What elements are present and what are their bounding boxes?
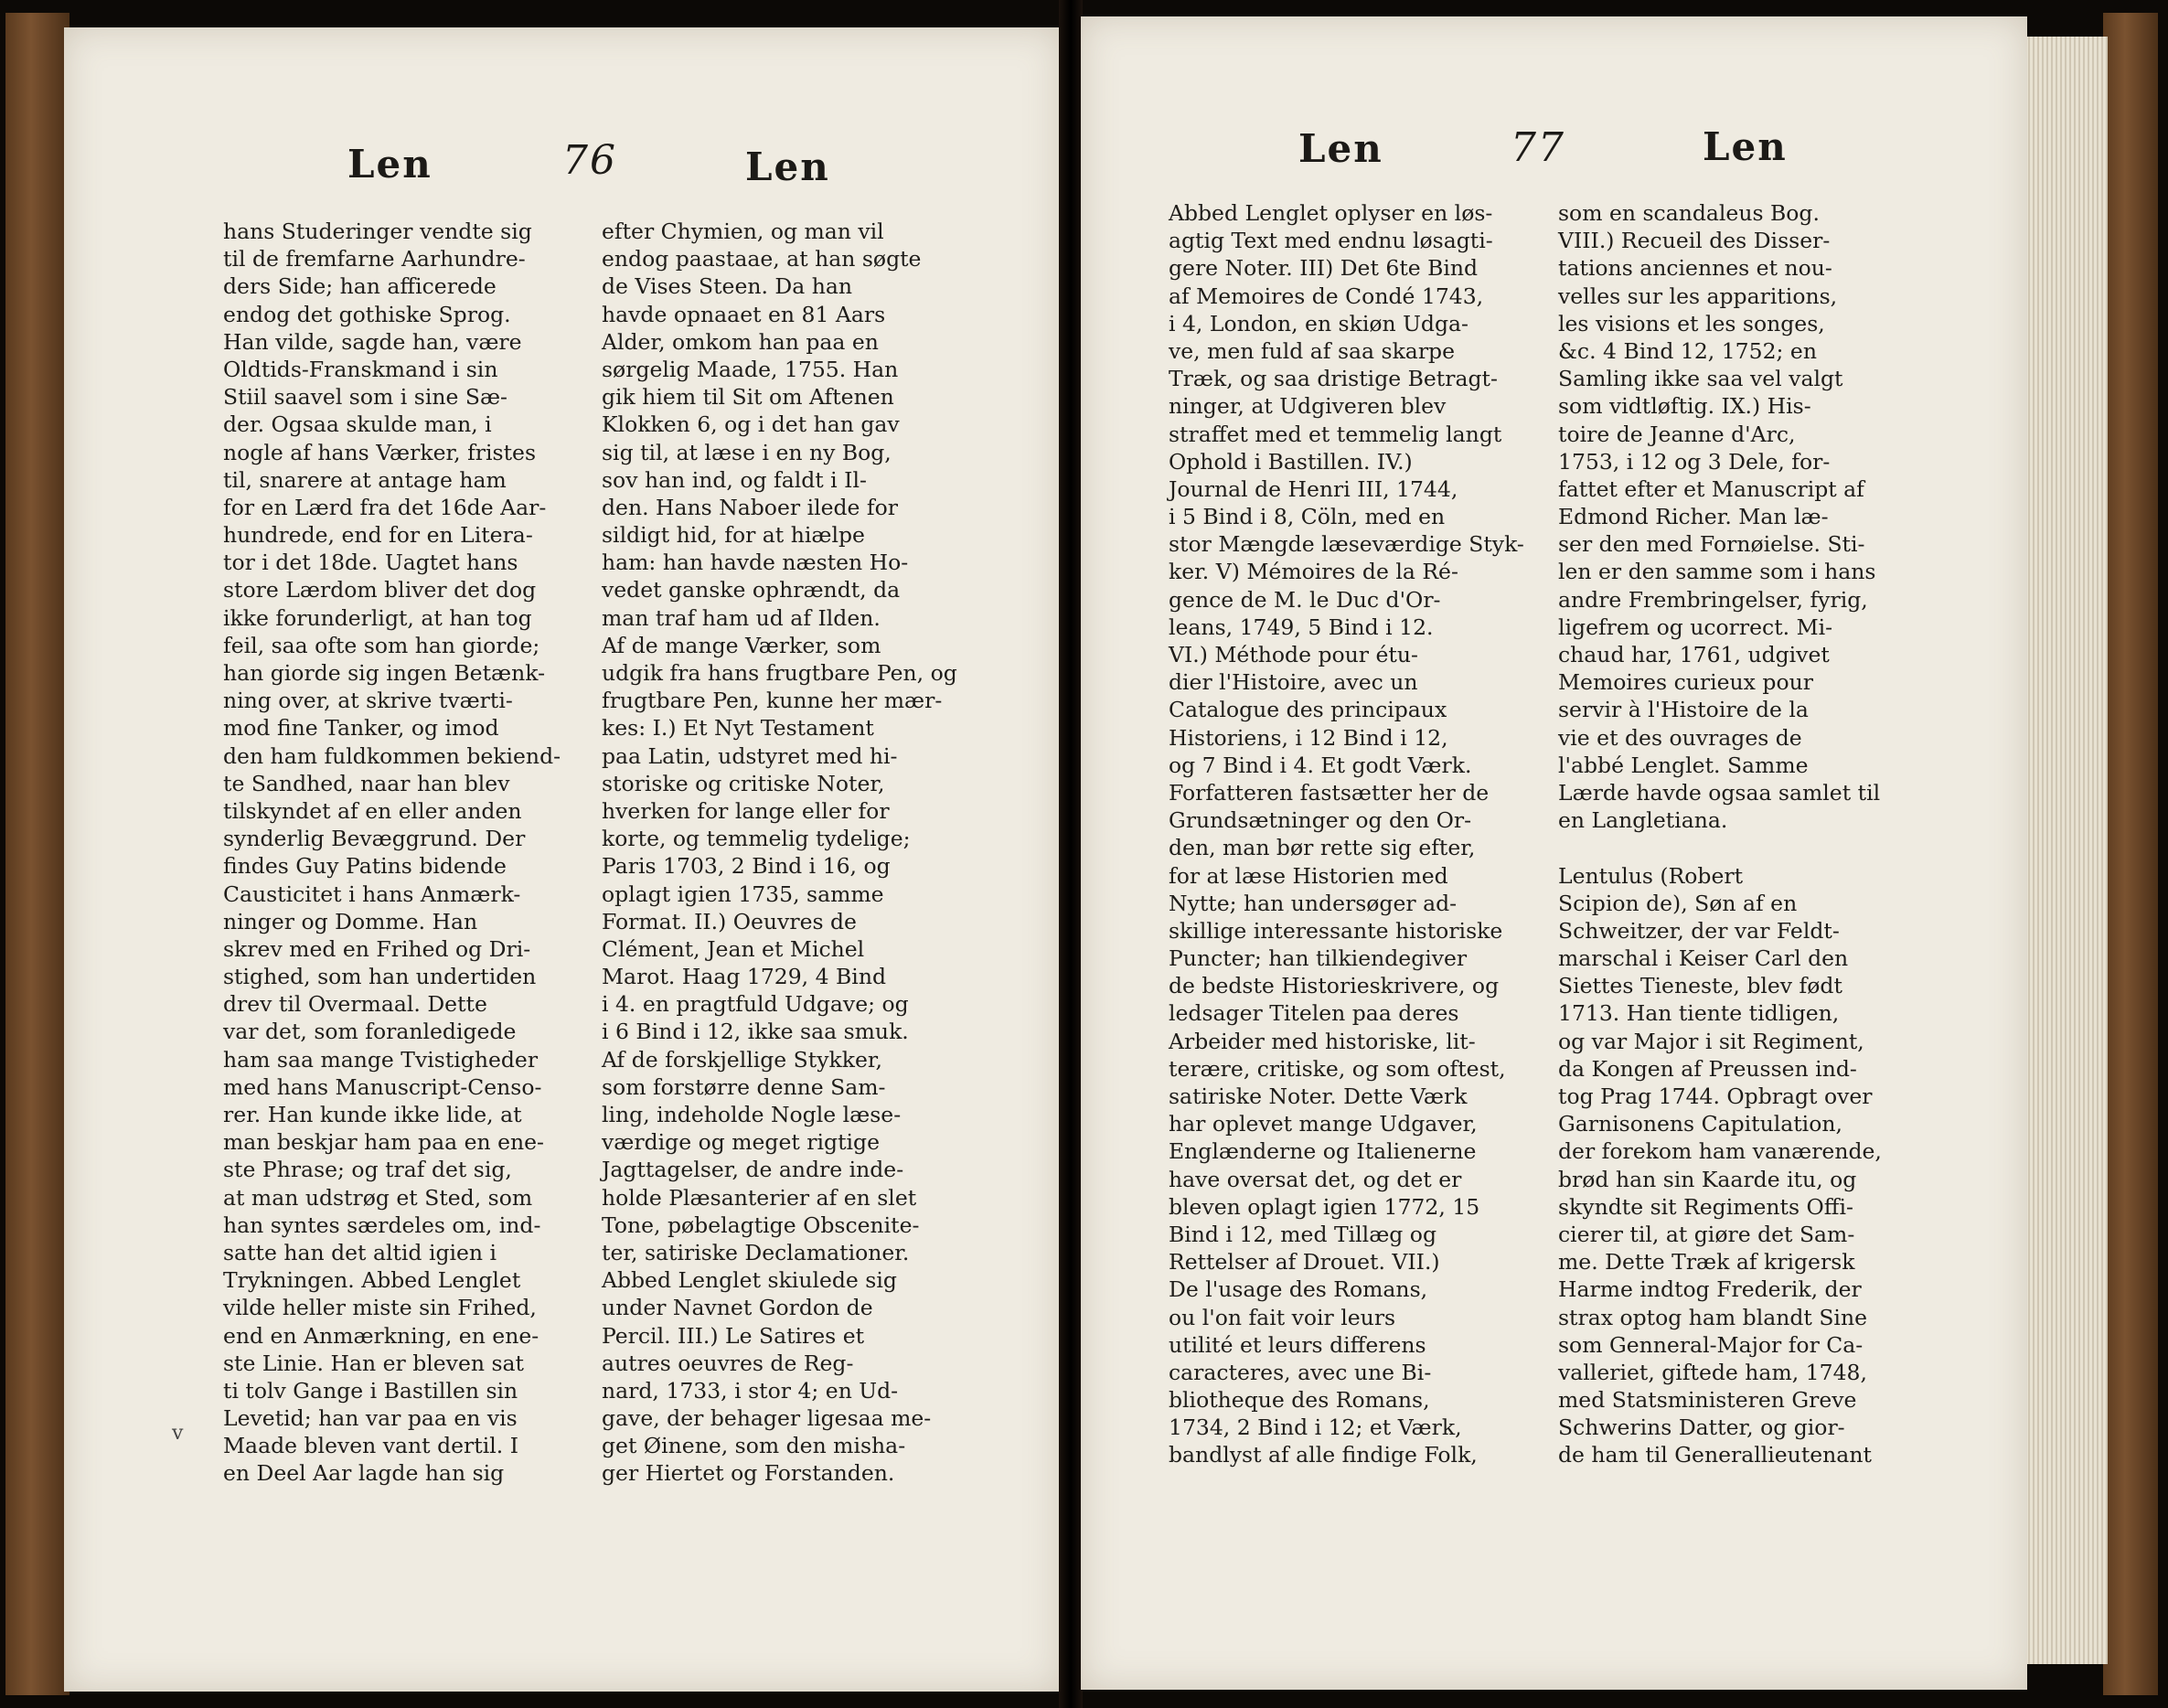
text-line: strax optog ham blandt Sine	[1558, 1304, 1867, 1330]
text-line: brød han sin Kaarde itu, og	[1558, 1166, 1857, 1192]
text-line: Rettelser af Drouet. VII.)	[1169, 1249, 1440, 1276]
text-line: Abbed Lenglet skiulede sig	[602, 1267, 897, 1294]
right-page-column-1	[1169, 199, 1580, 1469]
text-line: satte han det altid igien i	[223, 1239, 497, 1265]
text-line: synderlig Bevæggrund. Der	[223, 826, 526, 852]
text-line: har oplevet mange Udgaver,	[1169, 1111, 1478, 1137]
text-line: satiriske Noter. Dette Værk	[1169, 1084, 1468, 1109]
text-line: af Memoires de Condé 1743,	[1169, 283, 1484, 309]
text-line: Han vilde, sagde han, være	[223, 328, 522, 355]
text-line: Scipion de), Søn af en	[1558, 890, 1798, 916]
text-line: stighed, som han undertiden	[223, 964, 537, 990]
text-line: Schwerins Datter, og gior-	[1558, 1414, 1845, 1441]
text-line: holde Plæsanterier af en slet	[602, 1184, 917, 1211]
text-line: med hans Manuscript-Censo-	[223, 1073, 542, 1100]
text-line: andre Frembringelser, fyrig,	[1558, 586, 1868, 613]
text-line: der forekom ham vanærende,	[1558, 1138, 1882, 1165]
text-line: ou l'on fait voir leurs	[1169, 1304, 1396, 1330]
text-line: marschal i Keiser Carl den	[1558, 945, 1849, 972]
text-line: ger Hiertet og Forstanden.	[602, 1460, 895, 1487]
text-line: og var Major i sit Regiment,	[1558, 1028, 1864, 1054]
text-line: skillige interessante historiske	[1169, 917, 1503, 944]
text-line: den, man bør rette sig efter,	[1169, 835, 1476, 861]
left-header-term-left: Len	[347, 142, 433, 187]
text-line: en Langletiana.	[1558, 807, 1728, 834]
text-line: skrev med en Frihed og Dri-	[223, 935, 531, 962]
text-line: de ham til Generallieutenant	[1558, 1442, 1872, 1468]
text-line: som en scandaleus Bog.	[1558, 200, 1820, 226]
text-line: de bedste Historieskrivere, og	[1169, 973, 1500, 999]
text-line: Bind i 12, med Tillæg og	[1169, 1221, 1436, 1247]
text-line: Abbed Lenglet oplyser en løs-	[1169, 200, 1493, 226]
right-header-term-right: Len	[1703, 124, 1788, 169]
text-line: ham: han havde næsten Ho-	[602, 550, 909, 576]
text-line: som Genneral-Major for Ca-	[1558, 1331, 1864, 1358]
text-line: gere Noter. III) Det 6te Bind	[1169, 255, 1479, 282]
text-line: agtig Text med endnu løsagti-	[1169, 228, 1493, 254]
text-line: en Deel Aar lagde han sig	[223, 1460, 505, 1487]
text-line: gence de M. le Duc d'Or-	[1169, 586, 1441, 613]
text-line: den. Hans Naboer ilede for	[602, 494, 899, 520]
text-line: fattet efter et Manuscript af	[1558, 475, 1864, 502]
text-line: Af de mange Værker, som	[602, 632, 881, 658]
text-line: den ham fuldkommen bekiend-	[223, 742, 561, 769]
text-line: servir à l'Histoire de la	[1558, 697, 1809, 723]
text-line: at man udstrøg et Sted, som	[223, 1184, 533, 1211]
text-line: Garnisonens Capitulation,	[1558, 1111, 1842, 1137]
text-line: De l'usage des Romans,	[1169, 1276, 1428, 1303]
text-line: i 6 Bind i 12, ikke saa smuk.	[602, 1019, 909, 1045]
text-line: tor i det 18de. Uagtet hans	[223, 550, 518, 576]
text-line: Causticitet i hans Anmærk-	[223, 881, 521, 907]
text-line: Trykningen. Abbed Lenglet	[223, 1267, 521, 1294]
text-line: han syntes særdeles om, ind-	[223, 1212, 541, 1238]
text-line: toire de Jeanne d'Arc,	[1558, 421, 1796, 447]
text-line: chaud har, 1761, udgivet	[1558, 642, 1830, 667]
text-line: ledsager Titelen paa deres	[1169, 1000, 1459, 1027]
text-line: skyndte sit Regiments Offi-	[1558, 1193, 1853, 1220]
text-line: velles sur les apparitions,	[1558, 283, 1838, 309]
text-line: dier l'Histoire, avec un	[1169, 669, 1418, 696]
text-line: Oldtids-Franskmand i sin	[223, 356, 498, 382]
text-line: terære, critiske, og som oftest,	[1169, 1055, 1506, 1082]
text-line: Englænderne og Italienerne	[1169, 1138, 1477, 1165]
text-line: ter, satiriske Declamationer.	[602, 1239, 910, 1265]
text-line: Maade bleven vant dertil. I	[223, 1433, 518, 1459]
text-line: til de fremfarne Aarhundre-	[223, 246, 526, 272]
text-line: Journal de Henri III, 1744,	[1169, 475, 1458, 502]
text-line: valleriet, giftede ham, 1748,	[1558, 1359, 1867, 1385]
text-line: ninger, at Udgiveren blev	[1169, 393, 1447, 420]
text-line: endog det gothiske Sprog.	[223, 301, 511, 327]
text-line: Catalogue des principaux	[1169, 697, 1447, 723]
text-line: sildigt hid, for at hiælpe	[602, 522, 865, 549]
text-line: Nytte; han undersøger ad-	[1169, 890, 1458, 916]
right-page-number: 77	[1511, 124, 1565, 171]
text-line: 1734, 2 Bind i 12; et Værk,	[1169, 1414, 1462, 1441]
right-cover-edge	[2103, 13, 2158, 1695]
text-line: autres oeuvres de Reg-	[602, 1350, 854, 1376]
text-line: ti tolv Gange i Bastillen sin	[223, 1377, 518, 1404]
text-line: i 4. en pragtfuld Udgave; og	[602, 991, 909, 1018]
right-page-column-2	[1558, 199, 1970, 1469]
text-line: havde opnaaet en 81 Aars	[602, 301, 886, 327]
text-line: Clément, Jean et Michel	[602, 935, 865, 962]
text-line: ligefrem og ucorrect. Mi-	[1558, 614, 1833, 640]
text-line: cierer til, at giøre det Sam-	[1558, 1221, 1855, 1247]
text-line: for en Lærd fra det 16de Aar-	[223, 494, 547, 520]
text-line: Levetid; han var paa en vis	[223, 1405, 518, 1432]
text-line: korte, og temmelig tydelige;	[602, 826, 911, 852]
left-page-number: 76	[562, 137, 617, 184]
text-line: feil, saa ofte som han giorde;	[223, 632, 540, 658]
text-line: der. Ogsaa skulde man, i	[223, 411, 492, 438]
text-line: efter Chymien, og man vil	[602, 219, 884, 244]
left-page-column-1	[223, 218, 635, 1488]
text-line: rer. Han kunde ikke lide, at	[223, 1102, 522, 1127]
text-line: vie et des ouvrages de	[1558, 724, 1802, 751]
text-line: paa Latin, udstyret med hi-	[602, 742, 898, 769]
text-line: til, snarere at antage ham	[223, 466, 507, 493]
left-cover-edge	[5, 13, 69, 1695]
text-line: sørgelig Maade, 1755. Han	[602, 356, 899, 382]
text-line: for at læse Historien med	[1169, 862, 1448, 889]
text-line: Lentulus (Robert	[1558, 862, 1744, 889]
text-line: Memoires curieux pour	[1558, 669, 1813, 696]
text-line: da Kongen af Preussen ind-	[1558, 1055, 1857, 1082]
text-line: tilskyndet af en eller anden	[223, 797, 522, 824]
text-line: Af de forskjellige Stykker,	[602, 1046, 883, 1073]
right-page	[1081, 16, 2027, 1690]
text-line: 1713. Han tiente tidligen,	[1558, 1000, 1840, 1027]
text-line: bliotheque des Romans,	[1169, 1387, 1430, 1414]
text-line: Alder, omkom han paa en	[602, 328, 879, 355]
text-line: ling, indeholde Nogle læse-	[602, 1102, 902, 1127]
text-line: have oversat det, og det er	[1169, 1166, 1462, 1192]
text-line: og 7 Bind i 4. Et godt Værk.	[1169, 752, 1472, 778]
text-line: ste Linie. Han er bleven sat	[223, 1350, 524, 1376]
text-line: len er den samme som i hans	[1558, 559, 1876, 585]
text-line: Harme indtog Frederik, der	[1558, 1276, 1862, 1303]
right-header-term-left: Len	[1298, 126, 1383, 171]
text-line: hverken for lange eller for	[602, 797, 890, 824]
text-line: stor Mængde læseværdige Styk-	[1169, 531, 1524, 558]
text-line: Puncter; han tilkiendegiver	[1169, 945, 1468, 972]
text-line: l'abbé Lenglet. Samme	[1558, 752, 1809, 778]
text-line: ve, men fuld af saa skarpe	[1169, 337, 1456, 364]
text-line: Træk, og saa dristige Betragt-	[1169, 366, 1498, 392]
text-line: me. Dette Træk af krigersk	[1558, 1249, 1855, 1276]
text-line: storiske og critiske Noter,	[602, 770, 885, 796]
text-line: ste Phrase; og traf det sig,	[223, 1157, 512, 1183]
text-line: ker. V) Mémoires de la Ré-	[1169, 559, 1458, 585]
text-line	[1558, 834, 1970, 861]
text-line: Arbeider med historiske, lit-	[1169, 1028, 1476, 1054]
left-page	[64, 27, 1061, 1692]
left-header-term-right: Len	[745, 144, 830, 189]
text-line: sig til, at læse i en ny Bog,	[602, 439, 892, 465]
text-line: findes Guy Patins bidende	[223, 853, 507, 880]
book-gutter	[1059, 0, 1083, 1708]
text-line: VIII.) Recueil des Disser-	[1558, 228, 1831, 254]
text-line: ders Side; han afficerede	[223, 273, 497, 300]
left-page-column-2	[602, 218, 1013, 1488]
text-line: i 5 Bind i 8, Cöln, med en	[1169, 504, 1446, 530]
text-line: VI.) Méthode pour étu-	[1169, 642, 1418, 667]
text-line: Schweitzer, der var Feldt-	[1558, 917, 1840, 944]
text-line: tog Prag 1744. Opbragt over	[1558, 1084, 1873, 1109]
text-line: han giorde sig ingen Betænk-	[223, 660, 546, 686]
text-line: endog paastaae, at han søgte	[602, 246, 922, 272]
text-line: Edmond Richer. Man læ-	[1558, 504, 1829, 530]
text-line: Jagttagelser, de andre inde-	[602, 1157, 904, 1183]
text-line: udgik fra hans frugtbare Pen, og	[602, 660, 957, 686]
text-line: Klokken 6, og i det han gav	[602, 411, 900, 438]
right-page-edges	[2025, 37, 2108, 1664]
text-line: man beskjar ham paa en ene-	[223, 1129, 544, 1156]
text-line: les visions et les songes,	[1558, 310, 1825, 336]
margin-mark: v	[172, 1422, 184, 1445]
text-line: bandlyst af alle findige Folk,	[1169, 1442, 1478, 1468]
text-line: Ophold i Bastillen. IV.)	[1169, 448, 1413, 475]
text-line: Tone, pøbelagtige Obscenite-	[602, 1212, 920, 1238]
text-line: tations anciennes et nou-	[1558, 255, 1832, 282]
text-line: Paris 1703, 2 Bind i 16, og	[602, 853, 891, 880]
text-line: get Øinene, som den misha-	[602, 1433, 906, 1459]
text-line: hundrede, end for en Litera-	[223, 522, 533, 549]
text-line: Stiil saavel som i sine Sæ-	[223, 384, 507, 411]
text-line: Forfatteren fastsætter her de	[1169, 779, 1490, 806]
text-line: Lærde havde ogsaa samlet til	[1558, 779, 1881, 806]
text-line: de Vises Steen. Da han	[602, 273, 853, 300]
text-line: 1753, i 12 og 3 Dele, for-	[1558, 448, 1831, 475]
text-line: frugtbare Pen, kunne her mær-	[602, 688, 943, 714]
text-line: drev til Overmaal. Dette	[223, 991, 487, 1018]
text-line: i 4, London, en skiøn Udga-	[1169, 310, 1468, 336]
text-line: vedet ganske ophrændt, da	[602, 577, 901, 603]
text-line: gave, der behager ligesaa me-	[602, 1405, 932, 1432]
text-line: ham saa mange Tvistigheder	[223, 1046, 539, 1073]
text-line: Grundsætninger og den Or-	[1169, 807, 1472, 834]
text-line: ser den med Fornøielse. Sti-	[1558, 531, 1865, 558]
text-line: kes: I.) Et Nyt Testament	[602, 715, 874, 742]
text-line: bleven oplagt igien 1772, 15	[1169, 1193, 1480, 1220]
text-line: nogle af hans Værker, fristes	[223, 439, 537, 465]
text-line: Format. II.) Oeuvres de	[602, 908, 857, 934]
text-line: vilde heller miste sin Frihed,	[223, 1295, 537, 1321]
text-line: Percil. III.) Le Satires et	[602, 1322, 865, 1349]
text-line: store Lærdom bliver det dog	[223, 577, 537, 603]
text-line: caracteres, avec une Bi-	[1169, 1359, 1432, 1385]
text-line: Siettes Tieneste, blev født	[1558, 973, 1842, 999]
text-line: under Navnet Gordon de	[602, 1295, 873, 1321]
text-line: utilité et leurs differens	[1169, 1331, 1426, 1358]
text-line: Samling ikke saa vel valgt	[1558, 366, 1843, 392]
text-line: Marot. Haag 1729, 4 Bind	[602, 964, 886, 990]
text-line: end en Anmærkning, en ene-	[223, 1322, 539, 1349]
text-line: Historiens, i 12 Bind i 12,	[1169, 724, 1448, 751]
text-line: hans Studeringer vendte sig	[223, 219, 532, 244]
text-line: sov han ind, og faldt i Il-	[602, 466, 867, 493]
text-line: ikke forunderligt, at han tog	[223, 604, 532, 631]
text-line: værdige og meget rigtige	[602, 1129, 880, 1156]
text-line: som forstørre denne Sam-	[602, 1073, 886, 1100]
text-line: man traf ham ud af Ilden.	[602, 604, 881, 631]
text-line: mod fine Tanker, og imod	[223, 715, 499, 742]
text-line: ning over, at skrive tværti-	[223, 688, 513, 714]
text-line: gik hiem til Sit om Aftenen	[602, 384, 894, 411]
text-line: med Statsministeren Greve	[1558, 1387, 1857, 1414]
text-line: som vidtløftig. IX.) His-	[1558, 393, 1811, 420]
text-line: te Sandhed, naar han blev	[223, 770, 510, 796]
text-line: ninger og Domme. Han	[223, 908, 478, 934]
text-line: oplagt igien 1735, samme	[602, 881, 884, 907]
text-line: leans, 1749, 5 Bind i 12.	[1169, 614, 1434, 640]
text-line: var det, som foranledigede	[223, 1019, 517, 1045]
text-line: &c. 4 Bind 12, 1752; en	[1558, 337, 1817, 364]
text-line: straffet med et temmelig langt	[1169, 421, 1502, 447]
text-line: nard, 1733, i stor 4; en Ud-	[602, 1377, 899, 1404]
